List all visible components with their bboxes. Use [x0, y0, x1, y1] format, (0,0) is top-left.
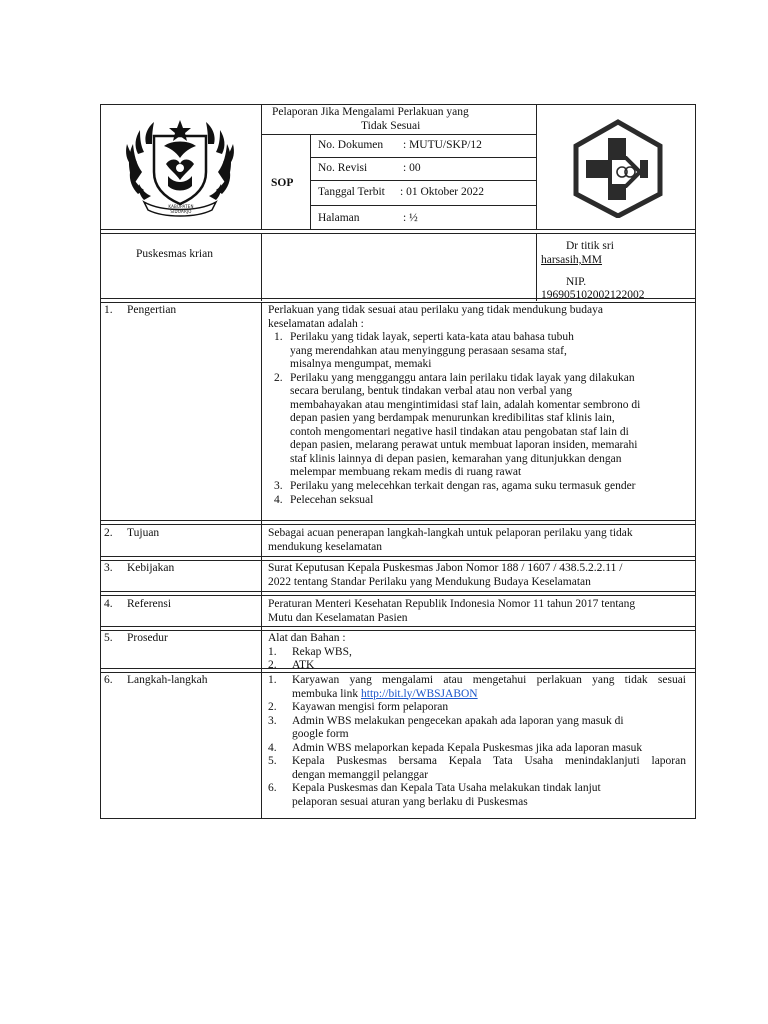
list-item-line: depan pasien yang berdampak menurunkan kredibilitas staf klinis lain, [290, 412, 615, 424]
list-item-number: 2. [268, 701, 277, 713]
list-item-line: Perilaku yang tidak layak, seperti kata-kata atau bahasa tubuh [290, 331, 574, 343]
section-content-referensi [268, 598, 692, 625]
list-item-number: 4. [268, 741, 277, 754]
pengertian-intro-line1: Perlakuan yang tidak sesuai atau perilaku yang tidak mendukung budaya [268, 304, 603, 316]
emblem-ribbon-text: KABUPATEN SIDOARJO [168, 204, 194, 214]
referensi-line1: Peraturan Menteri Kesehatan Republik Indonesia Nomor 11 tahun 2017 tentang [268, 598, 636, 610]
section-label-kebijakan: Kebijakan [127, 562, 175, 574]
section-content-pengertian [268, 304, 692, 508]
field-value-no-revisi: : 00 [403, 162, 421, 174]
list-item-line: Perilaku yang mengganggu antara lain perilaku tidak layak yang dilakukan [290, 371, 635, 384]
list-item-number: 1. [268, 645, 277, 658]
tujuan-line1: Sebagai acuan penerapan langkah-langkah untuk pelaporan perilaku yang tidak [268, 527, 633, 539]
list-item-line: Karyawan yang mengalami atau mengetahui perlakuan yang tidak sesuai [292, 674, 686, 686]
field-value-halaman: : ½ [403, 212, 418, 224]
list-item-line: Kepala Puskesmas dan Kepala Tata Usaha melakukan tindak lanjut [292, 782, 601, 794]
list-item [268, 755, 686, 782]
section-content-langkah [268, 674, 686, 809]
list-item-line: yang merendahkan atau menyinggung perasaan sesama staf, [290, 344, 567, 357]
section-label-tujuan: Tujuan [127, 527, 160, 539]
list-item-number: 5. [268, 755, 277, 767]
field-label-no-dokumen: No. Dokumen [318, 139, 384, 151]
list-item [268, 674, 686, 701]
pengertian-intro-line2: keselamatan adalah : [268, 317, 364, 330]
sidoarjo-emblem-logo [124, 114, 236, 218]
list-item [268, 701, 686, 715]
list-item-number: 3. [274, 479, 283, 492]
list-item [268, 372, 692, 480]
list-item [268, 646, 692, 660]
list-item [268, 742, 686, 756]
sop-label: SOP [271, 177, 294, 189]
puskesmas-logo [568, 118, 668, 218]
list-item [268, 782, 686, 809]
field-value-tanggal-terbit: : 01 Oktober 2022 [400, 186, 485, 198]
section-num-prosedur: 5. [104, 632, 113, 644]
puskesmas-name: Puskesmas krian [136, 248, 213, 260]
field-label-no-revisi: No. Revisi [318, 162, 368, 174]
document-title-line2: Tidak Sesuai [361, 120, 421, 132]
document-title-line1: Pelaporan Jika Mengalami Perlakuan yang [272, 106, 469, 118]
list-item-line: dengan memanggil pelanggar [292, 768, 429, 781]
list-item-line: depan pasien, melarang perawat untuk membuat laporan insiden, memarahi [290, 439, 638, 451]
list-item-number: 1. [268, 674, 277, 686]
list-item-line: Pelecehan seksual [290, 494, 374, 506]
list-item [268, 480, 692, 494]
list-item-line: membuka link [292, 687, 359, 700]
prosedur-intro: Alat dan Bahan : [268, 632, 346, 644]
list-item-line: Admin WBS melaporkan kepada Kepala Puskesmas jika ada laporan masuk [292, 741, 643, 754]
signer-name-line1: Dr titik sri [566, 240, 614, 252]
list-item-line: membahayakan atau mengintimidasi staf lain, adalah komentar sembrono di [290, 398, 641, 411]
section-num-referensi: 4. [104, 598, 113, 610]
list-item-line: misalnya mengumpat, memaki [290, 358, 432, 370]
list-item-line: Admin WBS melakukan pengecekan apakah ada laporan yang masuk di [292, 714, 624, 727]
section-content-kebijakan [268, 562, 692, 589]
field-value-no-dokumen: : MUTU/SKP/12 [403, 139, 482, 151]
list-item-line: Kepala Puskesmas bersama Kepala Tata Usaha menindaklanjuti laporan [292, 755, 686, 767]
list-item-number: 3. [268, 714, 277, 727]
field-label-tanggal-terbit: Tanggal Terbit [318, 186, 385, 198]
section-content-prosedur [268, 632, 692, 673]
list-item-number: 2. [268, 659, 277, 671]
list-item-number: 6. [268, 782, 277, 794]
list-item-line: Kayawan mengisi form pelaporan [292, 701, 449, 713]
list-item-line: staf klinis lainnya di depan pasien, kemarahan yang ditunjukkan dengan [290, 452, 622, 465]
list-item [268, 659, 692, 673]
nip-label: NIP. [566, 276, 587, 288]
kebijakan-line2: 2022 tentang Standar Perilaku yang Mendukung Budaya Keselamatan [268, 575, 591, 588]
section-label-referensi: Referensi [127, 598, 172, 610]
section-label-prosedur: Prosedur [127, 632, 168, 644]
list-item-number: 2. [274, 371, 283, 384]
list-item-line: melempar membuang rekam medis di ruang rawat [290, 466, 522, 478]
wbs-link[interactable]: http://bit.ly/WBSJABON [361, 687, 478, 700]
list-item-line: google form [292, 728, 349, 740]
section-num-langkah: 6. [104, 674, 113, 686]
section-content-tujuan [268, 527, 692, 554]
list-item-text: Rekap WBS, [292, 645, 352, 658]
section-label-langkah: Langkah-langkah [127, 674, 208, 686]
field-label-halaman: Halaman [318, 212, 360, 224]
signer-name-line2: harsasih,MM [541, 254, 603, 266]
section-label-pengertian: Pengertian [127, 304, 177, 316]
section-num-tujuan: 2. [104, 527, 113, 539]
list-item-line: pelaporan sesuai aturan yang berlaku di Puskesmas [292, 795, 528, 808]
tujuan-line2: mendukung keselamatan [268, 540, 383, 553]
list-item-line: Perilaku yang melecehkan terkait dengan ras, agama suku termasuk gender [290, 479, 636, 492]
list-item [268, 331, 692, 372]
list-item-line: contoh mengomentari negative hasil tindakan atau pengobatan staf lain di [290, 425, 629, 438]
list-item [268, 494, 692, 508]
kebijakan-line1: Surat Keputusan Kepala Puskesmas Jabon Nomor 188 / 1607 / 438.5.2.2.11 / [268, 562, 623, 574]
referensi-line2: Mutu dan Keselamatan Pasien [268, 611, 408, 624]
list-item-number: 4. [274, 494, 283, 506]
nip-value: 196905102002122002 [541, 289, 645, 301]
section-num-pengertian: 1. [104, 304, 113, 316]
section-num-kebijakan: 3. [104, 562, 113, 574]
list-item-text: ATK [292, 659, 315, 671]
list-item [268, 715, 686, 742]
list-item-line: secara berulang, bentuk tindakan verbal atau non verbal yang [290, 385, 572, 397]
list-item-number: 1. [274, 331, 283, 343]
